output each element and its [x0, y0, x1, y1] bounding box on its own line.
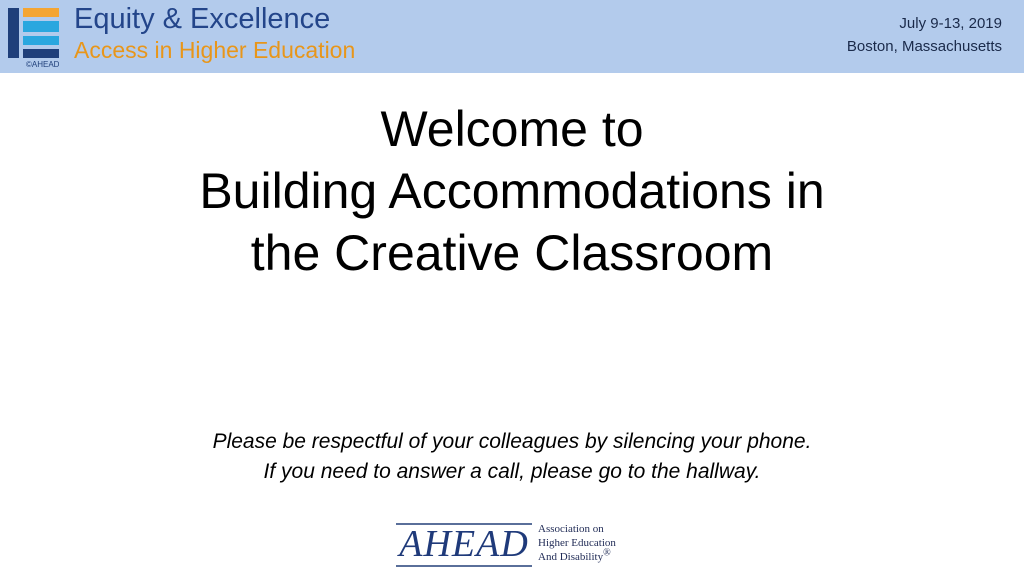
ahead-desc-line: Association on	[538, 523, 604, 535]
phone-notice	[0, 427, 1024, 487]
ahead-description	[538, 522, 630, 564]
slide-title-line: the Creative Classroom	[250, 225, 774, 281]
copyright-text: ©AHEAD	[26, 60, 60, 69]
ahead-desc-line: And Disability	[538, 551, 604, 563]
registered-mark: ®	[603, 547, 611, 559]
slide-title	[0, 98, 1024, 284]
ahead-bars-logo-icon	[8, 8, 64, 58]
conference-subtitle: Access in Higher Education	[74, 37, 356, 63]
event-location: Boston, Massachusetts	[846, 38, 1002, 55]
ahead-footer-logo	[396, 522, 628, 568]
notice-line: If you need to answer a call, please go to the hallway.	[263, 460, 761, 483]
notice-line: Please be respectful of your colleagues by silencing your phone.	[212, 430, 812, 453]
slide-title-line: Welcome to	[380, 101, 644, 157]
slide-title-line: Building Accommodations in	[199, 163, 825, 219]
event-info	[847, 12, 1002, 58]
conference-title: Equity & Excellence	[74, 3, 331, 35]
ahead-wordmark: AHEAD	[396, 523, 532, 567]
event-dates: July 9-13, 2019	[899, 15, 1002, 32]
header-banner	[0, 0, 1024, 73]
ahead-desc-line: Higher Education	[538, 537, 616, 549]
